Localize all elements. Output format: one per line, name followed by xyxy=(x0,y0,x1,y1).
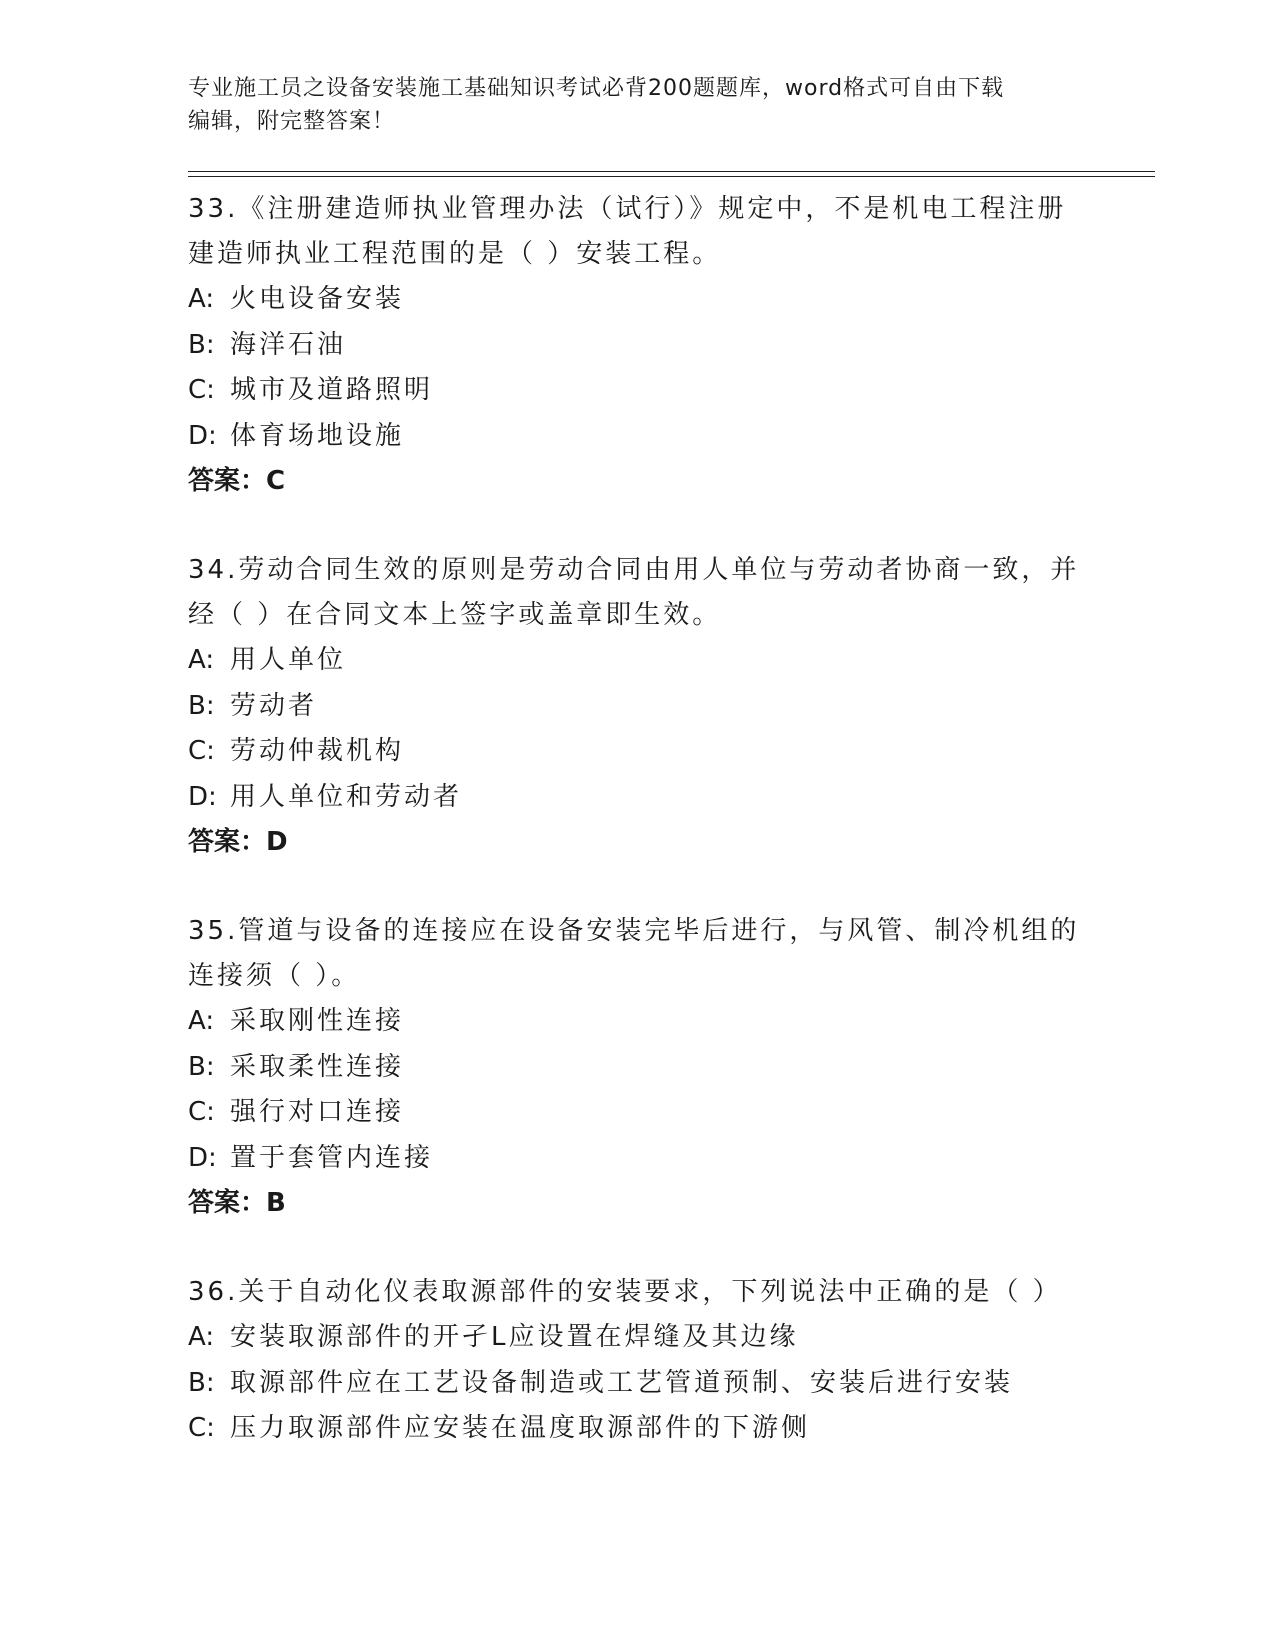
option-b: B: 采取柔性连接 xyxy=(188,1051,405,1082)
option-d: D: 置于套管内连接 xyxy=(188,1142,434,1173)
question-stem: 33.《注册建造师执业管理办法（试行）》规定中，不是机电工程注册建造师执业工程范围的是（ ）安装工程。 xyxy=(188,194,1067,269)
option-a: A: 安装取源部件的开孑L应设置在焊缝及其边缘 xyxy=(188,1322,799,1352)
question-stem: 36.关于自动化仪表取源部件的安装要求，下列说法中正确的是（ ） xyxy=(188,1277,1062,1307)
option-c: C: 城市及道路照明 xyxy=(188,375,434,405)
option-b: B: 海洋石油 xyxy=(188,329,347,360)
header-rule-bottom xyxy=(188,176,1155,177)
question-stem: 34.劳动合同生效的原则是劳动合同由用人单位与劳动者协商一致，并经（ ）在合同文本上签字或盖章即生效。 xyxy=(188,555,1080,630)
question-34 xyxy=(188,548,1088,865)
option-d: D: 用人单位和劳动者 xyxy=(188,781,463,812)
option-c: C: 压力取源部件应安装在温度取源部件的下游侧 xyxy=(188,1413,811,1443)
option-d: D: 体育场地设施 xyxy=(188,420,405,451)
answer-line: 答案：D xyxy=(188,827,288,857)
option-c: C: 强行对口连接 xyxy=(188,1097,405,1127)
question-36 xyxy=(188,1270,1088,1452)
question-35 xyxy=(188,909,1088,1226)
intro-line-1: 专业施工员之设备安装施工基础知识考试必背200题题库，word格式可自由下载 xyxy=(188,76,1005,101)
question-stem: 35.管道与设备的连接应在设备安装完毕后进行，与风管、制冷机组的连接须（ ）。 xyxy=(188,916,1080,991)
option-c: C: 劳动仲裁机构 xyxy=(188,736,405,766)
option-a: A: 采取刚性连接 xyxy=(188,1006,405,1036)
answer-line: 答案：B xyxy=(188,1188,286,1218)
answer-line: 答案：C xyxy=(188,466,286,496)
question-33 xyxy=(188,187,1088,504)
question-list xyxy=(188,187,1088,1496)
option-b: B: 劳动者 xyxy=(188,690,318,721)
intro-line-2: 编辑，附完整答案！ xyxy=(188,109,396,134)
option-a: A: 火电设备安装 xyxy=(188,284,405,314)
header-rule-top xyxy=(188,171,1155,172)
option-b: B: 取源部件应在工艺设备制造或工艺管道预制、安装后进行安装 xyxy=(188,1367,1014,1398)
option-a: A: 用人单位 xyxy=(188,645,347,675)
document-intro xyxy=(188,72,1088,138)
